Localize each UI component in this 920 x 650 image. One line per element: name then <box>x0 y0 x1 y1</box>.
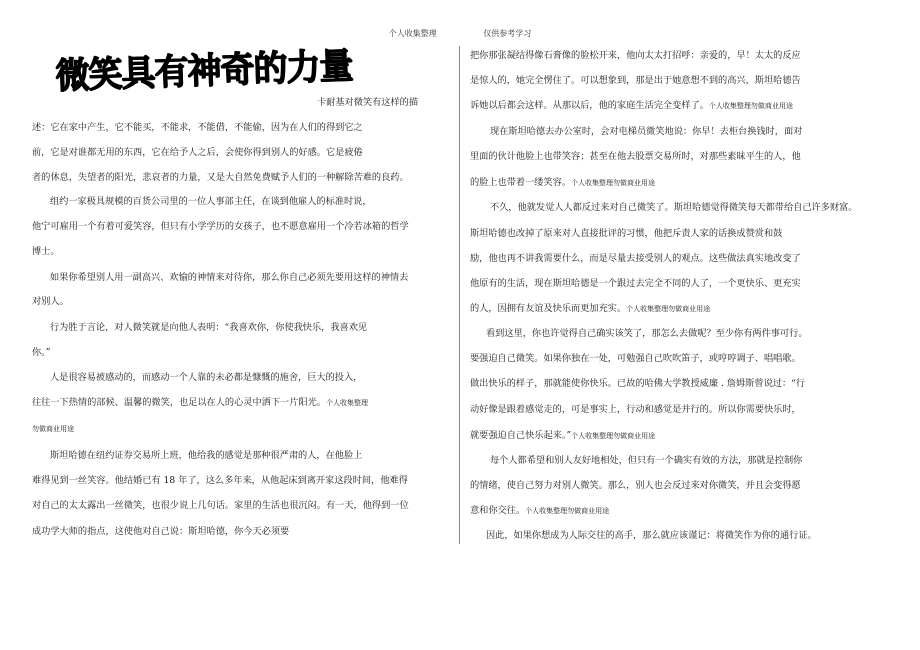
left-column-line <box>50 322 367 334</box>
left-column-line <box>50 196 372 208</box>
right-column-line <box>486 530 817 542</box>
page-header <box>0 28 920 39</box>
left-column-line <box>50 372 362 384</box>
right-column-line <box>490 126 802 138</box>
line-text: 看到这里，你也许觉得自己确实该笑了，那怎么去做呢？至少你有两件事可行。 <box>486 328 808 339</box>
line-text: 卡耐基对微笑有这样的描 <box>317 97 419 108</box>
article-title: 微笑具有神奇的力量 <box>54 44 353 98</box>
line-text: 行为胜于言论，对人微笑就是向他人表明：“我喜欢你，你使我快乐，我喜欢见 <box>50 322 368 333</box>
watermark-note: 个人收集整理 <box>326 399 368 407</box>
line-text: 人是很容易被感动的，而感动一个人靠的未必都是慷慨的施舍，巨大的投入， <box>50 372 363 383</box>
line-text: 动好像是跟着感觉走的，可是事实上，行动和感觉是并行的。所以你需要快乐时， <box>470 404 801 415</box>
right-column-line <box>470 430 655 442</box>
line-text: 你。” <box>32 347 51 358</box>
line-text: 斯坦哈德也改掉了原来对人直接批评的习惯，他把斥责人家的话换成赞赏和鼓 <box>470 228 783 239</box>
line-text: 每个人都希望和别人友好地相处，但只有一个确实有效的方法，那就是控制你 <box>490 455 803 466</box>
line-text: 励，他也再不讲我需要什么，而是尽量去接受别人的观点。这些做法真实地改变了 <box>470 253 801 264</box>
right-column-line <box>470 75 801 87</box>
line-text: 要强迫自己微笑。如果你独在一处，可勉强自己吹吹笛子，或哼哼调子、唱唱歌。 <box>470 353 801 364</box>
line-text: 现在斯坦哈德去办公室时，会对电梯员微笑地说：你早！去柜台换钱时，面对 <box>490 126 803 137</box>
line-text: 做出快乐的样子，那就能使你快乐。已故的哈佛大学教授威廉 . 詹姆斯曾说过：“行 <box>470 378 806 389</box>
left-column-line <box>32 296 69 308</box>
watermark-note: 个人收集整理勿做商业用途 <box>626 305 711 313</box>
line-text: 诉她以后都会这样。从那以后，他的家庭生活完全变样了。 <box>470 100 709 111</box>
right-column-line <box>470 378 805 390</box>
left-column-line <box>32 423 74 435</box>
right-column-line <box>490 455 802 467</box>
right-column-line <box>470 228 782 240</box>
header-right: 仅供参考学习 <box>483 29 532 38</box>
line-text: 博士。 <box>32 246 60 257</box>
right-column-line <box>470 177 655 189</box>
right-column-line <box>486 328 808 340</box>
line-text: 不久，他就发觉人人都反过来对自己微笑了。斯坦哈德觉得微笑每天都带给自己许多财富。 <box>490 202 858 213</box>
right-column-line <box>470 253 801 265</box>
right-column-line <box>470 100 793 112</box>
line-text: 因此，如果你想成为人际交往的高手，那么就应该谨记：将微笑作为你的通行证。 <box>486 530 817 541</box>
right-column-line <box>470 50 801 62</box>
line-text: 的脸上也带着一缕笑容。 <box>470 177 572 188</box>
right-column-line <box>490 202 858 214</box>
right-column-line <box>470 404 801 416</box>
left-column-line <box>32 122 363 134</box>
line-text: 意和你交往。 <box>470 505 526 516</box>
line-text: 组约一家极具规模的百货公司里的一位人事部主任，在谈到他雇人的标准时说， <box>50 196 372 207</box>
line-text: 对别人。 <box>32 296 69 307</box>
line-text: 如果你希望别人用一副高兴、欢愉的神情来对待你，那么你自己必须先要用这样的神情去 <box>50 272 409 283</box>
watermark-note: 个人收集整理勿做商业用途 <box>708 102 793 110</box>
right-column-line <box>470 278 801 290</box>
line-text: 对自己的太太露出一丝微笑，也很少说上几句话。家里的生活也很沉闷。有一天，他得到一位 <box>32 500 409 511</box>
right-column-line <box>470 151 801 163</box>
left-column-line <box>32 221 409 233</box>
left-column-line <box>32 526 289 538</box>
left-column-line <box>32 500 409 512</box>
header-left: 个人收集整理 <box>388 29 437 38</box>
left-column-line <box>50 450 362 462</box>
line-text: 斯坦哈德在纽约证券交易所上班，他给我的感觉是那种很严肃的人，在他脸上 <box>50 450 363 461</box>
watermark-note: 个人收集整理勿做商业用途 <box>525 507 610 515</box>
watermark-note: 勿做商业用途 <box>32 425 74 433</box>
column-divider <box>459 46 460 544</box>
line-text: 成功学大师的指点，这使他对自己说：斯坦哈德，你今天必须要 <box>32 526 290 537</box>
line-text: 他原有的生活，现在斯坦哈德是一个跟过去完全不同的人了，一个更快乐、更充实 <box>470 278 801 289</box>
left-column-line <box>50 272 408 284</box>
line-text: 述：它在家中产生，它不能买，不能求，不能借，不能偷，因为在人们的得到它之 <box>32 122 363 133</box>
line-text: 就要强迫自己快乐起来。” <box>470 430 572 441</box>
watermark-note: 个人收集整理勿做商业用途 <box>571 432 656 440</box>
line-text: 前，它是对谁都无用的东西，它在给予人之后，会使你得到别人的好感。它是疲倦 <box>32 147 363 158</box>
left-column-line <box>317 97 418 109</box>
line-text: 往往一下热情的部候、温馨的微笑，也足以在人的心灵中洒下一片阳光。 <box>32 397 326 408</box>
right-column-line <box>470 303 710 315</box>
left-column-line <box>32 147 363 159</box>
line-text: 是惊人的，她完全愣住了。可以想象到，那是出于她意想不到的高兴，斯坦哈德告 <box>470 75 801 86</box>
line-text: 的人，因拥有友谊及快乐而更加充实。 <box>470 303 627 314</box>
line-text: 的情绪，使自己努力对别人微笑。那么，别人也会反过来对你微笑，并且会变得愿 <box>470 480 801 491</box>
line-text: 者的休息，失望者的阳光，悲哀者的力量，又是大自然免费赋予人们的一种解除苦难的良药。 <box>32 172 409 183</box>
watermark-note: 个人收集整理勿做商业用途 <box>571 179 656 187</box>
line-text: 把你那张凝结得像石膏像的脸松开来，他向太太打招呼：亲爱的，早！太太的反应 <box>470 50 801 61</box>
right-column-line <box>470 505 609 517</box>
left-column-line <box>32 475 408 487</box>
line-text: 他宁可雇用一个有着可爱笑容，但只有小学学历的女孩子，也不愿意雇用一个冷若冰箱的哲学 <box>32 221 409 232</box>
left-column-line <box>32 347 50 359</box>
left-column-line <box>32 172 409 184</box>
left-column-line <box>32 246 60 258</box>
left-column-line <box>32 397 368 409</box>
line-text: 难得见到一丝笑容。他结婚已有 18 年了，这么多年来，从他起床到离开家这段时间，他难得 <box>32 475 408 486</box>
line-text: 里面的伙计他脸上也带笑容；甚至在他去股票交易所时，对那些素昧平生的人，他 <box>470 151 801 162</box>
right-column-line <box>470 480 801 492</box>
right-column-line <box>470 353 801 365</box>
